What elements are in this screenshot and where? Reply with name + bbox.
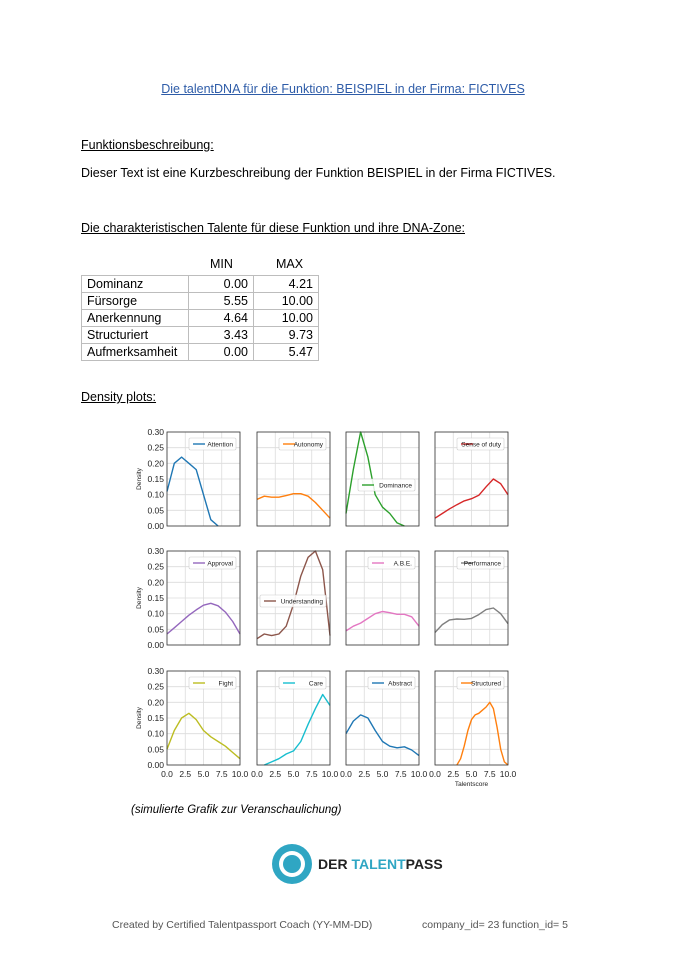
document-title[interactable]: Die talentDNA für die Funktion: BEISPIEL in der Firma: FICTIVES bbox=[161, 82, 525, 96]
legend-label: Fight bbox=[218, 680, 233, 688]
talent-min: 3.43 bbox=[189, 327, 254, 344]
talentpass-logo-icon bbox=[270, 842, 314, 886]
table-row bbox=[82, 293, 319, 310]
legend-label: Performance bbox=[463, 560, 501, 568]
x-tick-label: 5.0 bbox=[465, 769, 478, 779]
x-tick-label: 0.0 bbox=[429, 769, 441, 779]
x-tick-label: 7.5 bbox=[394, 769, 407, 779]
y-tick-label: 0.00 bbox=[147, 521, 164, 531]
y-tick-label: 0.30 bbox=[147, 546, 164, 556]
talent-name: Structuriert bbox=[82, 327, 189, 344]
description-text: Dieser Text ist eine Kurzbeschreibung der Funktion BEISPIEL in der Firma FICTIVES. bbox=[81, 166, 556, 180]
talent-name: Dominanz bbox=[82, 276, 189, 293]
y-tick-label: 0.20 bbox=[147, 697, 164, 708]
legend-label: Attention bbox=[207, 441, 233, 449]
y-tick-label: 0.10 bbox=[147, 608, 164, 619]
column-header-max: MAX bbox=[276, 257, 304, 271]
legend-label: Abstract bbox=[388, 680, 412, 688]
talents-table bbox=[81, 275, 319, 361]
talentpass-logo-text bbox=[318, 856, 443, 872]
footer-ids: company_id= 23 function_id= 5 bbox=[422, 919, 568, 931]
x-tick-label: 10.0 bbox=[321, 769, 339, 779]
talent-name: Aufmerksamheit bbox=[82, 344, 189, 361]
table-row bbox=[82, 310, 319, 327]
y-tick-label: 0.15 bbox=[147, 474, 164, 484]
talent-max: 10.00 bbox=[254, 293, 319, 310]
talent-min: 0.00 bbox=[189, 344, 254, 361]
talent-min: 0.00 bbox=[189, 276, 254, 293]
x-tick-label: 2.5 bbox=[269, 769, 282, 779]
legend-label: Care bbox=[308, 680, 323, 688]
y-tick-label: 0.10 bbox=[147, 728, 164, 739]
legend-label: Understanding bbox=[280, 598, 323, 606]
y-tick-label: 0.00 bbox=[147, 640, 164, 650]
talent-max: 10.00 bbox=[254, 310, 319, 327]
x-tick-label: 7.5 bbox=[215, 769, 228, 779]
x-tick-label: 5.0 bbox=[287, 769, 300, 779]
x-tick-label: 0.0 bbox=[161, 769, 173, 779]
y-tick-label: 0.20 bbox=[147, 458, 164, 469]
x-tick-label: 2.5 bbox=[179, 769, 192, 779]
x-axis-label: Talentscore bbox=[454, 781, 489, 788]
y-tick-label: 0.25 bbox=[147, 442, 164, 453]
y-tick-label: 0.30 bbox=[147, 427, 164, 437]
table-row bbox=[82, 276, 319, 293]
y-tick-label: 0.05 bbox=[147, 744, 164, 755]
y-axis-label: Density bbox=[136, 587, 143, 609]
x-tick-label: 5.0 bbox=[197, 769, 210, 779]
logo-word-der: DER bbox=[318, 856, 352, 872]
legend-label: Dominance bbox=[379, 482, 412, 490]
x-tick-label: 10.0 bbox=[410, 769, 428, 779]
x-tick-label: 5.0 bbox=[376, 769, 389, 779]
section-heading-talents: Die charakteristischen Talente für diese Funktion und ihre DNA-Zone: bbox=[81, 221, 465, 235]
x-tick-label: 7.5 bbox=[483, 769, 496, 779]
x-tick-label: 2.5 bbox=[358, 769, 371, 779]
table-row bbox=[82, 344, 319, 361]
talent-min: 5.55 bbox=[189, 293, 254, 310]
talent-name: Fürsorge bbox=[82, 293, 189, 310]
x-tick-label: 2.5 bbox=[447, 769, 460, 779]
legend-label: Structured bbox=[471, 680, 501, 688]
y-tick-label: 0.25 bbox=[147, 681, 164, 692]
legend-label: Autonomy bbox=[293, 441, 323, 449]
y-axis-label: Density bbox=[136, 468, 143, 490]
x-tick-label: 10.0 bbox=[231, 769, 249, 779]
logo-word-pass: PASS bbox=[405, 856, 443, 872]
talent-min: 4.64 bbox=[189, 310, 254, 327]
legend-label: Approval bbox=[207, 560, 233, 568]
y-tick-label: 0.10 bbox=[147, 489, 164, 500]
y-tick-label: 0.15 bbox=[147, 713, 164, 723]
y-tick-label: 0.25 bbox=[147, 561, 164, 572]
section-heading-description: Funktionsbeschreibung: bbox=[81, 138, 214, 152]
y-axis-label: Density bbox=[136, 707, 143, 729]
y-tick-label: 0.30 bbox=[147, 666, 164, 676]
talent-max: 4.21 bbox=[254, 276, 319, 293]
x-tick-label: 10.0 bbox=[499, 769, 517, 779]
y-tick-label: 0.15 bbox=[147, 593, 164, 603]
y-tick-label: 0.05 bbox=[147, 505, 164, 516]
talent-max: 5.47 bbox=[254, 344, 319, 361]
y-tick-label: 0.20 bbox=[147, 577, 164, 588]
footer-created-by: Created by Certified Talentpassport Coach (YY-MM-DD) bbox=[112, 919, 373, 931]
x-tick-label: 0.0 bbox=[340, 769, 352, 779]
x-tick-label: 0.0 bbox=[251, 769, 263, 779]
column-header-min: MIN bbox=[210, 257, 233, 271]
section-heading-density: Density plots: bbox=[81, 390, 157, 404]
talent-name: Anerkennung bbox=[82, 310, 189, 327]
density-plots-figure bbox=[128, 426, 528, 798]
x-tick-label: 7.5 bbox=[305, 769, 318, 779]
talent-max: 9.73 bbox=[254, 327, 319, 344]
table-row bbox=[82, 327, 319, 344]
figure-caption: (simulierte Grafik zur Veranschaulichung) bbox=[131, 804, 342, 816]
y-tick-label: 0.05 bbox=[147, 624, 164, 635]
legend-label: Sense of duty bbox=[461, 441, 501, 449]
y-tick-label: 0.00 bbox=[147, 760, 164, 770]
legend-label: A.B.E. bbox=[393, 560, 412, 568]
logo-word-talent: TALENT bbox=[351, 856, 406, 872]
